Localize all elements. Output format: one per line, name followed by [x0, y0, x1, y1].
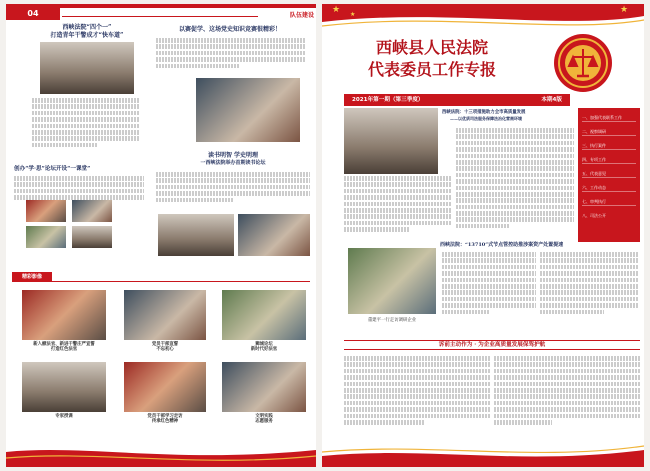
gallery-photo-1	[22, 290, 106, 340]
star-icon: ★	[332, 5, 341, 15]
article3-title-line1: 创办“学·思”论坛开设“一课堂”	[14, 166, 91, 172]
star-icon: ★	[620, 5, 629, 15]
gallery-caption-4: 专家授课	[55, 414, 73, 419]
left-page	[6, 4, 316, 467]
article4-title-line2: 一西峡法院举办首期读书论坛	[200, 160, 266, 166]
toc-item[interactable]: 五、代表意见	[582, 170, 636, 178]
masthead-line1: 西峡县人民法院	[375, 38, 488, 57]
article4-body	[156, 172, 310, 212]
article1-title-line2: ——以优质司法服务保障法治化营商环境	[450, 116, 522, 121]
gallery-caption-5: 党员干部学习走访 传承红色精神	[147, 414, 183, 425]
article3-title: 诉前主动作为 · 为企业高质量发展保驾护航	[438, 342, 546, 348]
article3-body	[14, 176, 144, 268]
article1-title-line2: 打造青年干警成才“快车道”	[50, 32, 124, 39]
toc-item[interactable]: 八、司法公开	[582, 213, 606, 218]
gallery-caption-3: 狮城论坛 新时代好法官	[250, 342, 278, 353]
article1-title-line1: 西峡法院“四个一”	[62, 24, 112, 31]
article3-body-col2	[494, 356, 640, 438]
footer-ribbon	[322, 444, 644, 467]
toc-item[interactable]: 六、工作动态	[582, 184, 636, 192]
article2-title: 以赛促学、这场党史知识竞赛很精彩！	[178, 26, 281, 33]
star-icon: ★	[350, 11, 356, 18]
article2-photo-caption: 董建平一行走访调研企业	[367, 318, 417, 323]
gallery-photo-2	[124, 290, 206, 340]
article3-photo-1	[26, 200, 66, 222]
issue-label: 2021年第一期（第三季度）	[352, 97, 424, 103]
toc-item[interactable]: 二、视察调研	[582, 128, 636, 136]
right-page	[322, 4, 644, 467]
page-number: 04	[6, 8, 60, 20]
article4-photo-1	[158, 214, 234, 256]
article3-body-col1	[344, 356, 490, 438]
issue-count: 本期4版	[541, 97, 562, 103]
header-rule	[62, 16, 258, 17]
gallery-caption-1: 新入额法官、新进干警庄严宣誓 打造红色法官	[33, 342, 95, 353]
article3-title-frame	[344, 340, 640, 350]
article3-photo-3	[26, 226, 66, 248]
article1-body-col1	[344, 176, 452, 236]
article2-body-col1	[442, 252, 536, 324]
article1-title-line1: 西峡法院：十三项措施助力全市高质量发展	[442, 110, 526, 115]
gallery-photo-6	[222, 362, 306, 412]
gallery-photo-5	[124, 362, 206, 412]
article2-photo	[348, 248, 436, 314]
masthead-line2: 代表委员工作专报	[367, 60, 496, 79]
toc-item[interactable]: 三、执行案件	[582, 142, 636, 150]
article1-body	[32, 98, 140, 160]
header-ribbon	[322, 4, 644, 34]
article1-body-col2	[456, 128, 574, 236]
article2-photo	[196, 78, 300, 142]
column-label: 队伍建设	[289, 12, 314, 19]
article1-photo	[344, 108, 438, 174]
court-emblem-icon	[552, 32, 614, 94]
gallery-caption-2: 党员干部宣誓 不忘初心	[151, 342, 179, 353]
toc-item[interactable]: 一、加强代表联系工作	[582, 114, 636, 122]
article2-body	[156, 38, 306, 78]
toc-item[interactable]: 七、审判执行	[582, 198, 636, 206]
article3-photo-2	[72, 200, 112, 222]
issue-bar	[344, 94, 570, 106]
gallery-section-label: 精彩影像	[12, 272, 52, 282]
gallery-photo-3	[222, 290, 306, 340]
bottom-ribbon	[6, 442, 316, 467]
article2-body-col2	[540, 252, 638, 324]
article1-photo	[40, 42, 134, 94]
article4-photo-2	[238, 214, 310, 256]
article4-title-line1: 读书明智 学史明理	[207, 152, 259, 159]
gallery-rule	[52, 281, 310, 282]
article2-title: 西峡法院：“13710”式节点管控助推涉案资产处置提速	[440, 242, 564, 248]
article3-photo-4	[72, 226, 112, 248]
gallery-caption-6: 文明实践 志愿服务	[255, 414, 273, 425]
table-of-contents	[578, 108, 640, 242]
toc-item[interactable]: 四、专项工作	[582, 156, 636, 164]
gallery-photo-4	[22, 362, 106, 412]
